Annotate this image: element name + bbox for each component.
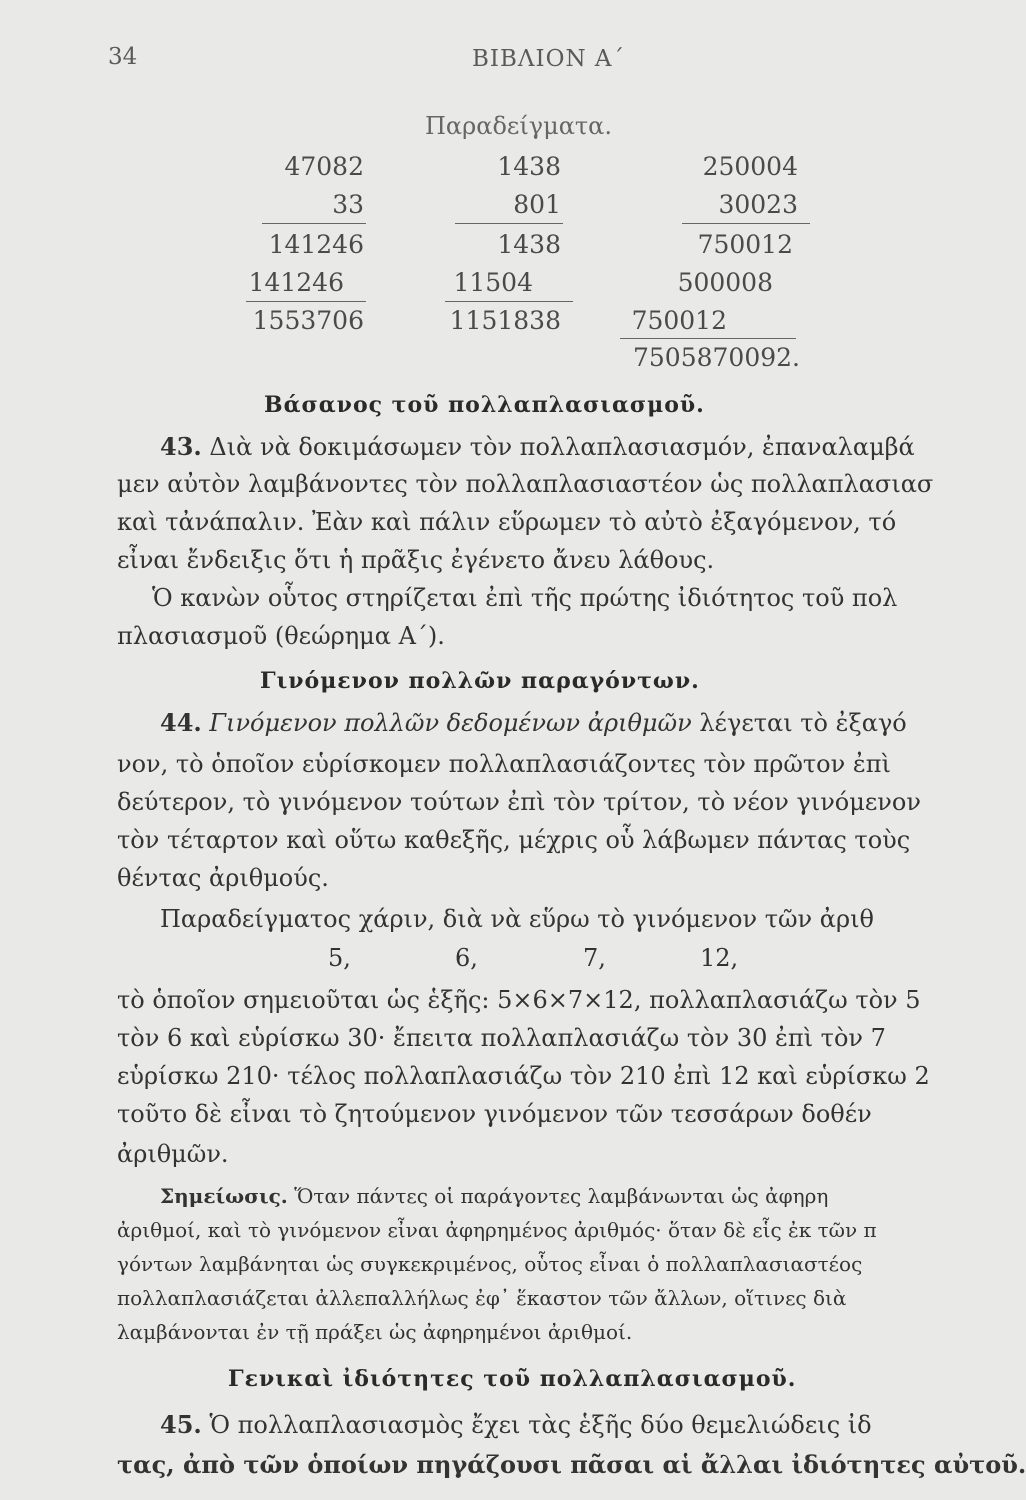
note-label: Σημείωσις.	[160, 1184, 288, 1208]
text-line: γόντων λαμβάνηται ὡς συγκεκριμένος, οὗτος εἶναι ὁ πολλαπλασιαστέος	[117, 1252, 863, 1276]
multiplicand: 47082	[284, 152, 364, 181]
multiplier: 30023	[718, 190, 798, 219]
paragraph-number: 44.	[160, 708, 202, 737]
factor: 5,	[328, 944, 351, 972]
partial-product: 750012	[697, 230, 793, 259]
text-line: τὸν τέταρτον καὶ οὕτω καθεξῆς, μέχρις οὗ λάβωμεν πάντας τοὺς	[117, 826, 911, 854]
paragraph-number: 43.	[160, 432, 202, 461]
multiplier: 801	[513, 190, 561, 219]
text-line: πολλαπλασιάζεται ἀλλεπαλλήλως ἐφ᾽ ἕκαστον τῶν ἄλλων, οἵτινες διὰ	[117, 1286, 847, 1310]
text-line: τὸ ὁποῖον σημειοῦται ὡς ἑξῆς: 5×6×7×12, πολλαπλασιάζω τὸν 5	[117, 986, 921, 1014]
partial-product: 1438	[497, 230, 561, 259]
text-line: ἀριθμῶν.	[117, 1140, 229, 1168]
rule	[246, 301, 366, 302]
text-line: πλασιασμοῦ (θεώρημα Α΄).	[117, 622, 445, 650]
partial-product: 141246	[268, 230, 364, 259]
running-title: ΒΙΒΛΙΟΝ Α΄	[472, 46, 625, 72]
factor: 12,	[700, 944, 739, 972]
page-number: 34	[108, 44, 138, 70]
text-line: μεν αὐτὸν λαμβάνοντες τὸν πολλαπλασιαστέον ὡς πολλαπλασιασ	[117, 470, 934, 498]
text-line: εἶναι ἔνδειξις ὅτι ἡ πρᾶξις ἐγένετο ἄνευ λάθους.	[117, 546, 715, 574]
partial-product: 11504	[453, 268, 533, 297]
section-heading-general: Γενικαὶ ἰδιότητες τοῦ πολλαπλασιασμοῦ.	[228, 1366, 797, 1392]
text-line: νον, τὸ ὁποῖον εὑρίσκομεν πολλαπλασιάζοντες τὸν πρῶτον ἐπὶ	[117, 750, 891, 778]
paragraph-45-first-line	[160, 1410, 872, 1439]
multiplicand: 1438	[497, 152, 561, 181]
text-line: Ὅταν πάντες οἱ παράγοντες λαμβάνωνται ὡς ἀφηρη	[287, 1184, 829, 1208]
text-line: τοῦτο δὲ εἶναι τὸ ζητούμενον γινόμενον τῶν τεσσάρων δοθέν	[117, 1100, 872, 1128]
partial-product: 500008	[677, 268, 773, 297]
text-line: θέντας ἀριθμούς.	[117, 864, 329, 892]
text-line: καὶ τἀνάπαλιν. Ἐὰν καὶ πάλιν εὕρωμεν τὸ αὐτὸ ἐξαγόμενον, τό	[117, 508, 897, 536]
paragraph-number: 45.	[160, 1410, 202, 1439]
product: 1151838	[449, 306, 561, 335]
factor: 6,	[455, 944, 478, 972]
text-line: λέγεται τὸ ἐξαγό	[691, 709, 907, 737]
rule	[455, 223, 563, 224]
text-line: εὑρίσκω 210· τέλος πολλαπλασιάζω τὸν 210 ἐπὶ 12 καὶ εὑρίσκω 2	[117, 1062, 930, 1090]
product: 7505870092.	[632, 343, 800, 372]
factor: 7,	[583, 944, 606, 972]
note-first-line	[160, 1184, 828, 1208]
multiplicand: 250004	[702, 152, 798, 181]
rule	[682, 223, 810, 224]
rule	[445, 301, 573, 302]
examples-title: Παραδείγματα.	[425, 112, 613, 140]
text-line: ἀριθμοί, καὶ τὸ γινόμενον εἶναι ἀφηρημένος ἀριθμός· ὅταν δὲ εἷς ἐκ τῶν π	[117, 1218, 877, 1242]
paragraph-44-first-line	[160, 708, 907, 737]
text-line: Ὁ πολλαπλασιασμὸς ἔχει τὰς ἑξῆς δύο θεμελιώδεις ἰδ	[201, 1411, 872, 1439]
section-heading-check: Βάσανος τοῦ πολλαπλασιασμοῦ.	[264, 392, 705, 418]
partial-product: 750012	[631, 306, 727, 335]
partial-product: 141246	[248, 268, 344, 297]
rule	[620, 338, 796, 339]
definition-term: Γινόμενον πολλῶν δεδομένων ἀριθμῶν	[209, 709, 692, 737]
section-heading-product: Γινόμενον πολλῶν παραγόντων.	[260, 668, 700, 694]
text-line: δεύτερον, τὸ γινόμενον τούτων ἐπὶ τὸν τρίτον, τὸ νέον γινόμενον	[117, 788, 921, 816]
text-line: λαμβάνονται ἐν τῇ πράξει ὡς ἀφηρημένοι ἀριθμοί.	[117, 1320, 633, 1344]
text-line: Διὰ νὰ δοκιμάσωμεν τὸν πολλαπλασιασμόν, ἐπαναλαμβά	[209, 433, 915, 461]
text-line: Παραδείγματος χάριν, διὰ νὰ εὕρω τὸ γινόμενον τῶν ἀριθ	[160, 905, 874, 933]
text-line: τας, ἀπὸ τῶν ὁποίων πηγάζουσι πᾶσαι αἱ ἄλλαι ἰδιότητες αὐτοῦ.	[117, 1450, 1026, 1479]
rule	[262, 223, 366, 224]
multiplier: 33	[332, 190, 364, 219]
text-line: τὸν 6 καὶ εὑρίσκω 30· ἔπειτα πολλαπλασιάζω τὸν 30 ἐπὶ τὸν 7	[117, 1024, 886, 1052]
text-line: Ὁ κανὼν οὗτος στηρίζεται ἐπὶ τῆς πρώτης ἰδιότητος τοῦ πολ	[152, 584, 898, 612]
product: 1553706	[252, 306, 364, 335]
paragraph-43-first-line	[160, 432, 915, 461]
